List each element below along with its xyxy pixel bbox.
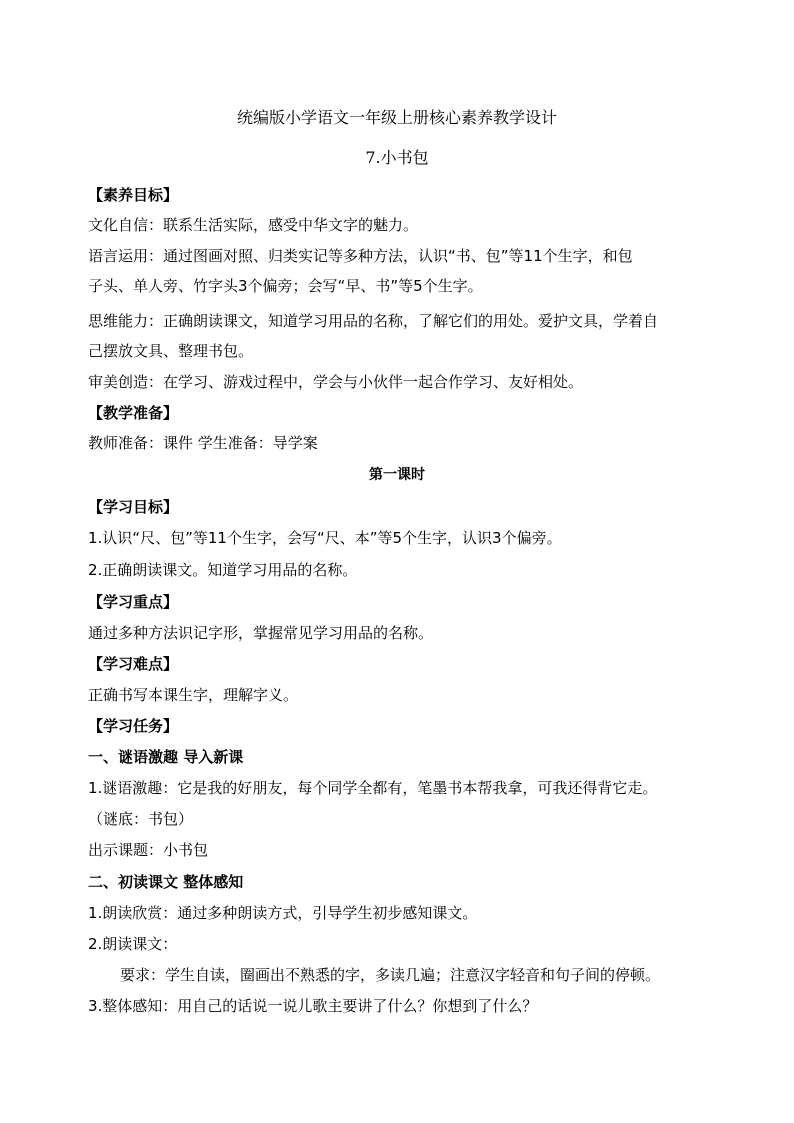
paragraph-line: 子头、单人旁、竹字头3个偏旁；会写“早、书”等5个生字。 xyxy=(88,277,483,295)
paragraph-line: 文化自信：联系生活实际，感受中华文字的魅力。 xyxy=(88,216,419,234)
section-heading-learning-goals: 【学习目标】 xyxy=(88,498,179,516)
paragraph-line: 2.朗读课文： xyxy=(88,935,178,953)
paragraph-line: 1.朗读欣赏：通过多种朗读方式，引导学生初步感知课文。 xyxy=(88,904,478,922)
paragraph-line: 1.认识“尺、包”等11个生字，会写“尺、本”等5个生字，认识3个偏旁。 xyxy=(88,529,562,547)
paragraph-line: 己摆放文具、整理书包。 xyxy=(88,342,254,360)
section-heading-preparation: 【教学准备】 xyxy=(88,404,179,422)
session-heading: 第一课时 xyxy=(369,467,425,483)
section-heading-goals: 【素养目标】 xyxy=(88,186,179,204)
paragraph-line: 教师准备：课件 学生准备：导学案 xyxy=(88,434,318,452)
paragraph-line: 2.正确朗读课文。知道学习用品的名称。 xyxy=(88,561,358,579)
subheading-first-reading: 二、初读课文 整体感知 xyxy=(88,873,244,891)
paragraph-line: 思维能力：正确朗读课文，知道学习用品的名称，了解它们的用处。爱护文具，学着自 xyxy=(88,312,659,330)
section-heading-key-points: 【学习重点】 xyxy=(88,593,179,611)
paragraph-line: 语言运用：通过图画对照、归类实记等多种方法，认识“书、包”等11个生字，和包 xyxy=(88,247,633,265)
paragraph-line: 3.整体感知：用自己的话说一说儿歌主要讲了什么？你想到了什么？ xyxy=(88,997,538,1015)
paragraph-line: （谜底：书包） xyxy=(88,810,194,828)
paragraph-line: 要求：学生自读，圈画出不熟悉的字，多读几遍；注意汉字轻音和句子间的停顿。 xyxy=(120,966,661,984)
document-title: 统编版小学语文一年级上册核心素养教学设计 xyxy=(236,108,557,127)
paragraph-line: 正确书写本课生字，理解字义。 xyxy=(88,686,299,704)
paragraph-line: 1.谜语激趣：它是我的好朋友，每个同学全都有，笔墨书本帮我拿，可我还得背它走。 xyxy=(88,779,658,797)
section-heading-tasks: 【学习任务】 xyxy=(88,717,179,735)
subheading-riddle: 一、谜语激趣 导入新课 xyxy=(88,748,244,766)
section-heading-difficulties: 【学习难点】 xyxy=(88,655,179,673)
paragraph-line: 审美创造：在学习、游戏过程中，学会与小伙伴一起合作学习、友好相处。 xyxy=(88,373,584,391)
lesson-title: 7.小书包 xyxy=(365,148,429,167)
paragraph-line: 出示课题：小书包 xyxy=(88,841,209,859)
paragraph-line: 通过多种方法识记字形，掌握常见学习用品的名称。 xyxy=(88,624,434,642)
